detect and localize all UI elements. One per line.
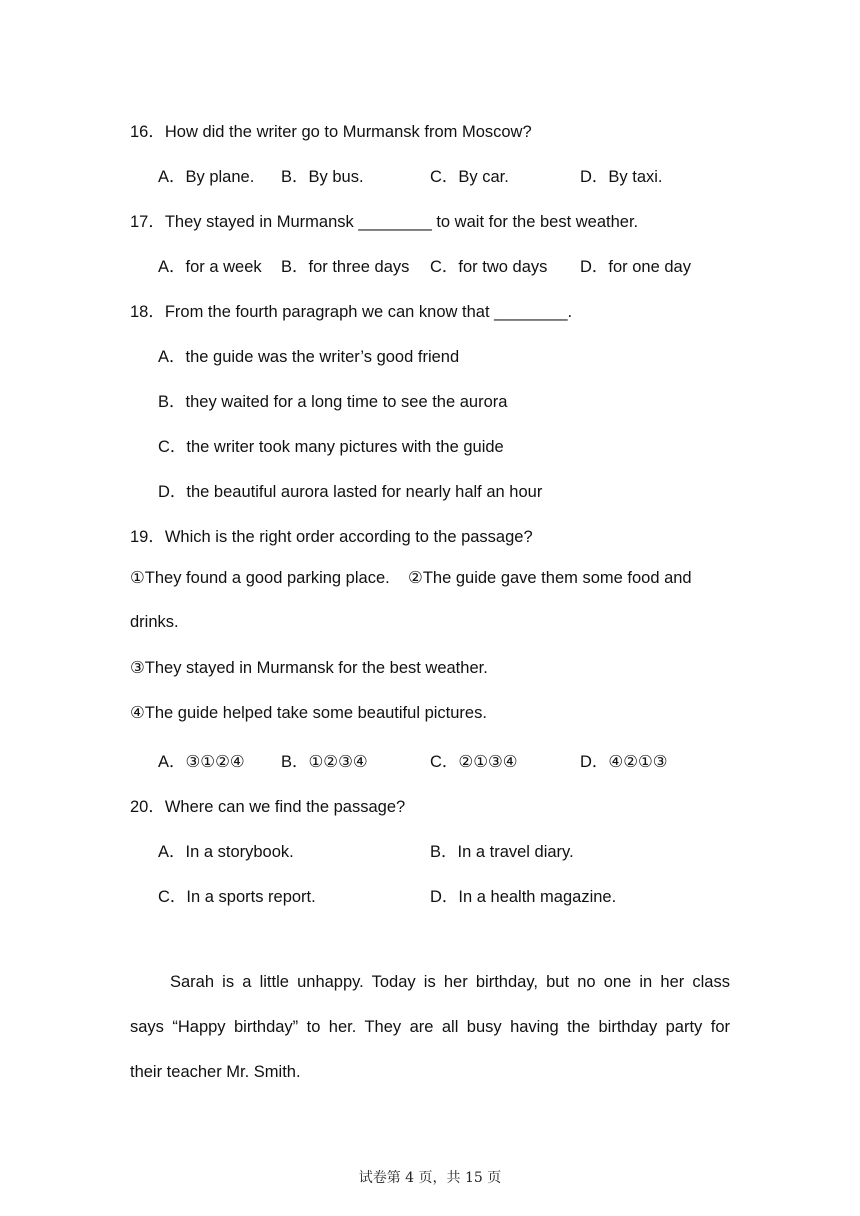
question-18: 18．From the fourth paragraph we can know that ________. bbox=[130, 303, 573, 321]
q18-option-a: A．the guide was the writer’s good friend bbox=[158, 348, 460, 366]
passage-line-3: their teacher Mr. Smith. bbox=[130, 1063, 301, 1081]
q18-option-d: D．the beautiful aurora lasted for nearly half an hour bbox=[158, 483, 543, 501]
q18-option-b: B．they waited for a long time to see the aurora bbox=[158, 393, 508, 411]
page-footer: 试卷第 4 页，共 15 页 bbox=[358, 1170, 502, 1186]
q20-option-a: A．In a storybook. bbox=[158, 843, 294, 861]
q20-option-b: B．In a travel diary. bbox=[430, 843, 574, 861]
q16-option-b: B．By bus. bbox=[281, 168, 364, 186]
q18-option-c: C．the writer took many pictures with the guide bbox=[158, 438, 504, 456]
q19-statements-1-2: ①They found a good parking place. ②The guide gave them some food and bbox=[130, 569, 692, 587]
question-20: 20．Where can we find the passage? bbox=[130, 798, 406, 816]
passage-line-2: says “Happy birthday” to her. They are all busy having the birthday party for bbox=[130, 1018, 730, 1036]
q19-statement-4: ④The guide helped take some beautiful pictures. bbox=[130, 704, 487, 722]
q20-option-d: D．In a health magazine. bbox=[430, 888, 617, 906]
q16-option-a: A．By plane. bbox=[158, 168, 255, 186]
question-17: 17．They stayed in Murmansk ________ to wait for the best weather. bbox=[130, 213, 639, 231]
q16-option-c: C．By car. bbox=[430, 168, 509, 186]
q17-option-a: A．for a week bbox=[158, 258, 262, 276]
q17-option-c: C．for two days bbox=[430, 258, 548, 276]
q17-option-d: D．for one day bbox=[580, 258, 691, 276]
q19-option-a: A．③①②④ bbox=[158, 753, 245, 771]
q20-option-c: C．In a sports report. bbox=[158, 888, 316, 906]
q19-option-d: D．④②①③ bbox=[580, 753, 668, 771]
q17-option-b: B．for three days bbox=[281, 258, 410, 276]
q19-option-b: B．①②③④ bbox=[281, 753, 368, 771]
q19-statement-3: ③They stayed in Murmansk for the best weather. bbox=[130, 659, 488, 677]
question-19: 19．Which is the right order according to the passage? bbox=[130, 528, 533, 546]
q19-statement-2-continued: drinks. bbox=[130, 613, 179, 631]
q16-option-d: D．By taxi. bbox=[580, 168, 663, 186]
question-16: 16．How did the writer go to Murmansk from Moscow? bbox=[130, 123, 532, 141]
passage-line-1: Sarah is a little unhappy. Today is her birthday, but no one in her class bbox=[170, 973, 730, 991]
q19-option-c: C．②①③④ bbox=[430, 753, 518, 771]
